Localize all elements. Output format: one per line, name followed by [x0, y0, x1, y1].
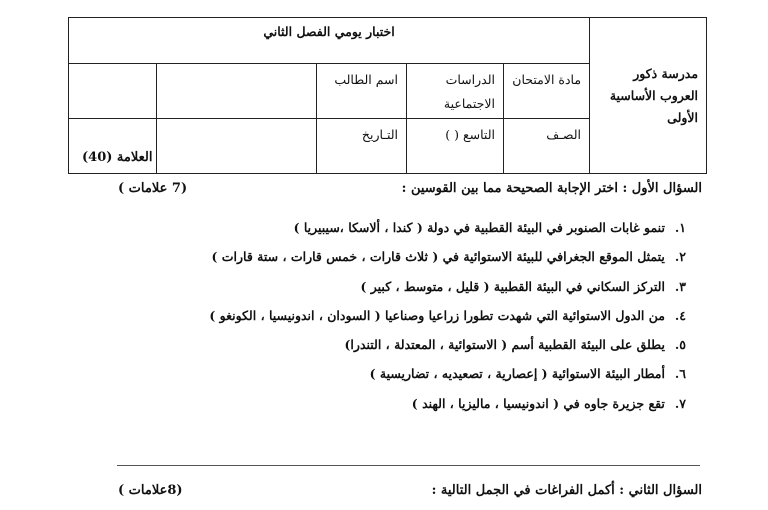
subject-label: مادة الامتحان: [504, 64, 590, 119]
subject-value: الدراسات الاجتماعية: [407, 64, 504, 119]
question1-title: السؤال الأول : اختر الإجابة الصحيحة مما بين القوسين :: [401, 181, 702, 196]
date-field: [157, 119, 317, 174]
list-item: ٥. يطلق على البيئة القطبية أسم ( الاستوائية ، المعتدلة ، التندرا): [344, 337, 686, 353]
date-label: التـاريخ: [317, 119, 407, 174]
student-name-label: اسم الطالب: [317, 64, 407, 119]
total-grade: العلامة (40): [82, 150, 153, 165]
list-item: ٣. التركز السكاني في البيئة القطبية ( قليل ، متوسط ، كبير ): [360, 278, 686, 294]
question1-list: [126, 220, 686, 425]
list-item: ٢. يتمثل الموقع الجغرافي للبيئة الاستوائية في ( ثلاث قارات ، خمس قارات ، ستة قارات ): [211, 249, 686, 265]
exam-title: اختبار يومي الفصل الثاني: [69, 18, 590, 64]
blank-cell-top-left: [69, 64, 157, 119]
question2-title: السؤال الثاني : أكمل الفراغات في الجمل التالية :: [431, 483, 702, 498]
list-item: ٤. من الدول الاستوائية التي شهدت تطورا زراعيا وصناعيا ( السودان ، اندونيسيا ، الكونغو ): [209, 307, 686, 323]
question2-marks: (8علامات ): [118, 483, 183, 498]
question1-marks: (7 علامات ): [118, 181, 188, 196]
list-item: ١. تنمو غابات الصنوبر في البيئة القطبية في دولة ( كندا ، ألاسكا ،سيبيريا ): [293, 220, 686, 235]
list-item: ٧. تقع جزيرة جاوه في ( اندونيسيا ، ماليزيا ، الهند ): [411, 395, 686, 411]
school-name: مدرسة ذكور العروب الأساسية الأولى: [590, 18, 707, 174]
student-name-field: [157, 64, 317, 119]
grade-cell: [69, 119, 157, 174]
exam-header-table: [68, 17, 707, 174]
section-divider: [117, 465, 700, 466]
class-label: الصـف: [504, 119, 590, 174]
list-item: ٦. أمطار البيئة الاستوائية ( إعصارية ، تصعيديه ، تضاريسية ): [369, 366, 686, 382]
class-value: التاسع ( ): [407, 119, 504, 174]
